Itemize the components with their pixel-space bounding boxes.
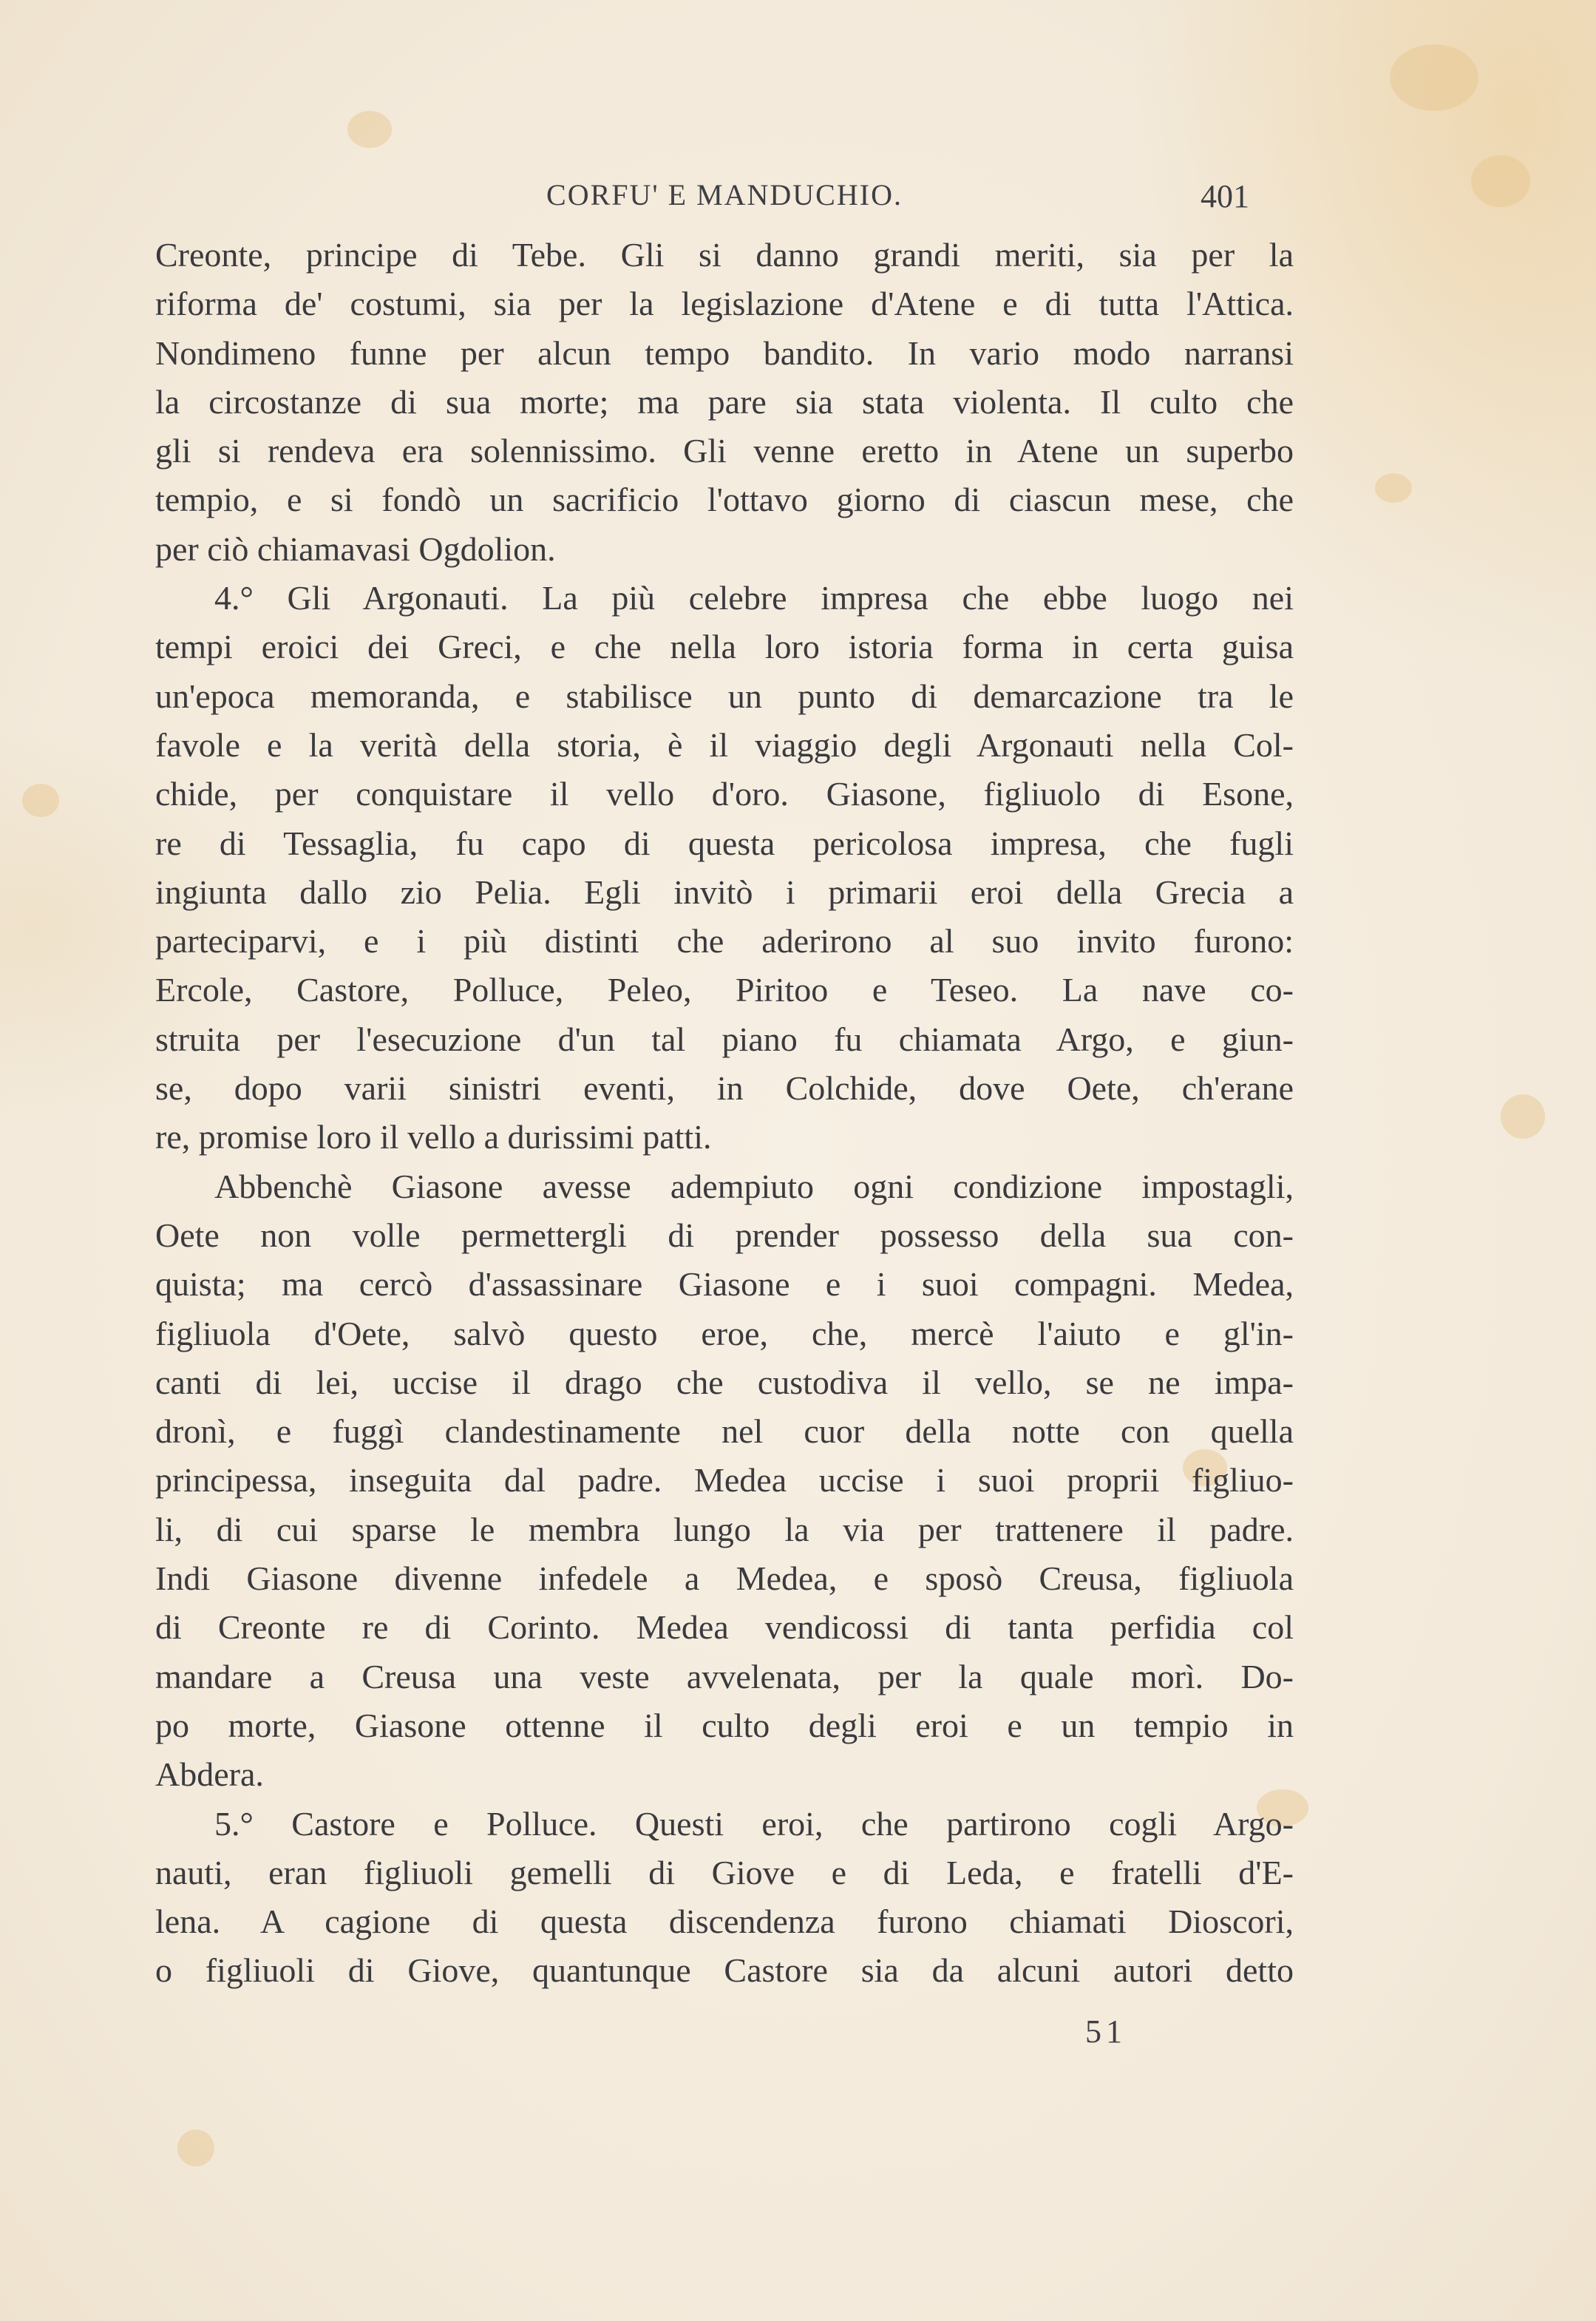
text-line: lena. A cagione di questa discendenza furono chiamati Dioscori, [155,1902,1294,1941]
text-line: parteciparvi, e i più distinti che aderirono al suo invito furono: [155,922,1294,960]
text-line: Indi Giasone divenne infedele a Medea, e sposò Creusa, figliuola [155,1559,1294,1598]
text-line: gli si rendeva era solennissimo. Gli venne eretto in Atene un superbo [155,432,1294,470]
text-line: Ercole, Castore, Polluce, Peleo, Piritoo e Teseo. La nave co- [155,971,1294,1009]
text-line: favole e la verità della storia, è il viaggio degli Argonauti nella Col- [155,725,1294,764]
body-text [155,231,1294,1996]
paragraph-start-line: Abbenchè Giasone avesse adempiuto ogni condizione impostagli, [214,1167,1294,1205]
text-line: re, promise loro il vello a durissimi patti. [155,1118,712,1156]
foxing-stain [1390,44,1478,111]
text-line: quista; ma cercò d'assassinare Giasone e i suoi compagni. Medea, [155,1265,1294,1304]
text-line: ingiunta dallo zio Pelia. Egli invitò i primarii eroi della Grecia a [155,873,1294,911]
foxing-stain [1501,1094,1545,1139]
text-line: se, dopo varii sinistri eventi, in Colchide, dove Oete, ch'erane [155,1069,1294,1108]
foxing-stain [22,784,59,817]
foxing-stain [1471,155,1530,207]
text-line: dronì, e fuggì clandestinamente nel cuor della notte con quella [155,1412,1294,1451]
text-line: o figliuoli di Giove, quantunque Castore sia da alcuni autori detto [155,1951,1294,1990]
text-line: la circostanze di sua morte; ma pare sia stata violenta. Il culto che [155,382,1294,421]
text-line: struita per l'esecuzione d'un tal piano fu chiamata Argo, e giun- [155,1020,1294,1058]
text-line: per ciò chiamavasi Ogdolion. [155,529,556,568]
foxing-stain [1375,473,1412,503]
text-line: canti di lei, uccise il drago che custodiva il vello, se ne impa- [155,1363,1294,1401]
text-line: re di Tessaglia, fu capo di questa pericolosa impresa, che fugli [155,824,1294,862]
running-head: CORFU' E MANDUCHIO. [546,178,903,211]
text-line: nauti, eran figliuoli gemelli di Giove e di Leda, e fratelli d'E- [155,1853,1294,1891]
page-number: 401 [1201,178,1249,214]
text-line: di Creonte re di Corinto. Medea vendicossi di tanta perfidia col [155,1608,1294,1647]
text-line: riforma de' costumi, sia per la legislazione d'Atene e di tutta l'Attica. [155,285,1294,323]
text-line: Abdera. [155,1755,264,1794]
text-line: Nondimeno funne per alcun tempo bandito. In vario modo narransi [155,333,1294,372]
paragraph-start-line: 4.° Gli Argonauti. La più celebre impresa che ebbe luogo nei [214,579,1294,617]
paragraph-start-line: 5.° Castore e Polluce. Questi eroi, che partirono cogli Argo- [214,1804,1294,1843]
text-line: li, di cui sparse le membra lungo la via per trattenere il padre. [155,1510,1294,1548]
signature-mark: 51 [1085,2013,1127,2050]
text-line: Creonte, principe di Tebe. Gli si danno grandi meriti, sia per la [155,236,1294,274]
text-line: tempi eroici dei Greci, e che nella loro istoria forma in certa guisa [155,628,1294,666]
text-line: un'epoca memoranda, e stabilisce un punto di demarcazione tra le [155,677,1294,715]
text-line: po morte, Giasone ottenne il culto degli eroi e un tempio in [155,1706,1294,1744]
page-header [155,177,1294,222]
text-line: principessa, inseguita dal padre. Medea uccise i suoi proprii figliuo- [155,1461,1294,1500]
text-line: Oete non volle permettergli di prender possesso della sua con- [155,1216,1294,1254]
text-line: tempio, e si fondò un sacrificio l'ottavo giorno di ciascun mese, che [155,481,1294,519]
text-line: chide, per conquistare il vello d'oro. Giasone, figliuolo di Esone, [155,775,1294,813]
text-line: mandare a Creusa una veste avvelenata, per la quale morì. Do- [155,1657,1294,1695]
foxing-stain [347,111,392,148]
foxing-stain [177,2129,214,2166]
text-line: figliuola d'Oete, salvò questo eroe, che, mercè l'aiuto e gl'in- [155,1314,1294,1352]
